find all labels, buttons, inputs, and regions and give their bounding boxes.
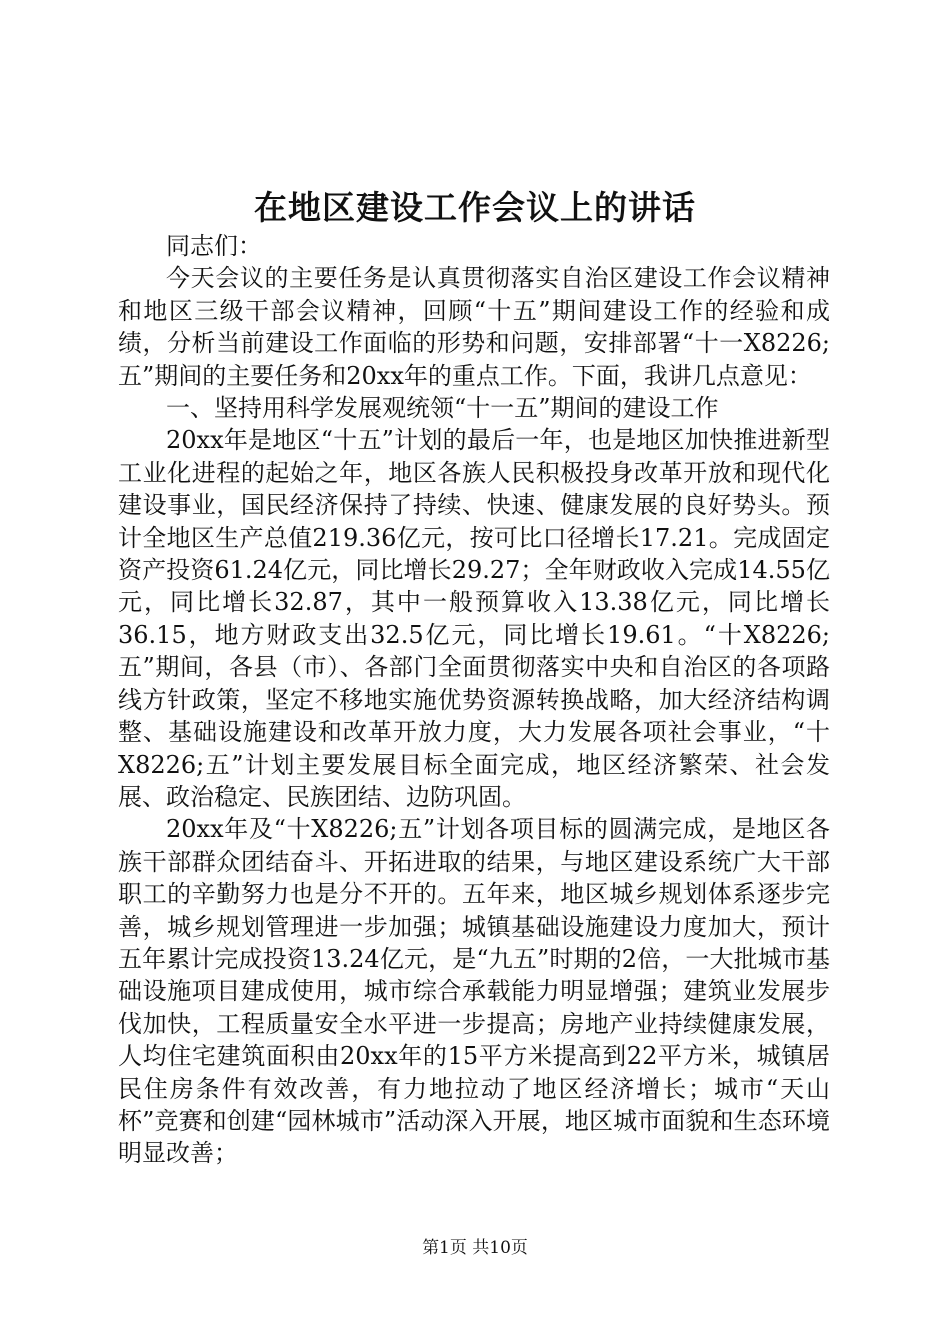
body-paragraph: 20xx年及“十X8226;五”计划各项目标的圆满完成，是地区各族干部群众团结奋斗、开拓进取的结果，与地区建设系统广大干部职工的辛勤努力也是分不开的。五年来，地区城乡规划体系逐步完善，城乡规划管理进一步加强；城镇基础设施建设力度加大，预计五年累计完成投资13.24亿元，是“九五”时期的2倍，一大批城市基础设施项目建成使用，城市综合承载能力明显增强；建筑业发展步伐加快，工程质量安全水平进一步提高；房地产业持续健康发展，人均住宅建筑面积由20xx年的15平方米提高到22平方米，城镇居民住房条件有效改善，有力地拉动了地区经济增长；城市“天山杯”竞赛和创建“园林城市”活动深入开展，地区城市面貌和生态环境明显改善；: [118, 815, 830, 1168]
page-title: 在地区建设工作会议上的讲话: [254, 188, 696, 227]
page-number-footer: 第1页 共10页: [422, 1238, 528, 1258]
body-paragraph: 今天会议的主要任务是认真贯彻落实自治区建设工作会议精神和地区三级干部会议精神，回顾“十五”期间建设工作的经验和成绩，分析当前建设工作面临的形势和问题，安排部署“十一X8226;五”期间的主要任务和20xx年的重点工作。下面，我讲几点意见：: [118, 264, 830, 390]
section-heading: 一、坚持用科学发展观统领“十一五”期间的建设工作: [166, 394, 719, 423]
document-body: [118, 230, 830, 1170]
salutation: 同志们：: [166, 232, 262, 260]
body-paragraph: 20xx年是地区“十五”计划的最后一年，也是地区加快推进新型工业化进程的起始之年，地区各族人民积极投身改革开放和现代化建设事业，国民经济保持了持续、快速、健康发展的良好势头。预计全地区生产总值219.36亿元，按可比口径增长17.21。完成固定资产投资61.24亿元，同比增长29.27；全年财政收入完成14.55亿元，同比增长32.87，其中一般预算收入13.38亿元，同比增长36.15，地方财政支出32.5亿元，同比增长19.61。“十X8226;五”期间，各县（市）、各部门全面贯彻落实中央和自治区的各项路线方针政策，坚定不移地实施优势资源转换战略，加大经济结构调整、基础设施建设和改革开放力度，大力发展各项社会事业，“十X8226;五”计划主要发展目标全面完成，地区经济繁荣、社会发展、政治稳定、民族团结、边防巩固。: [118, 426, 830, 811]
